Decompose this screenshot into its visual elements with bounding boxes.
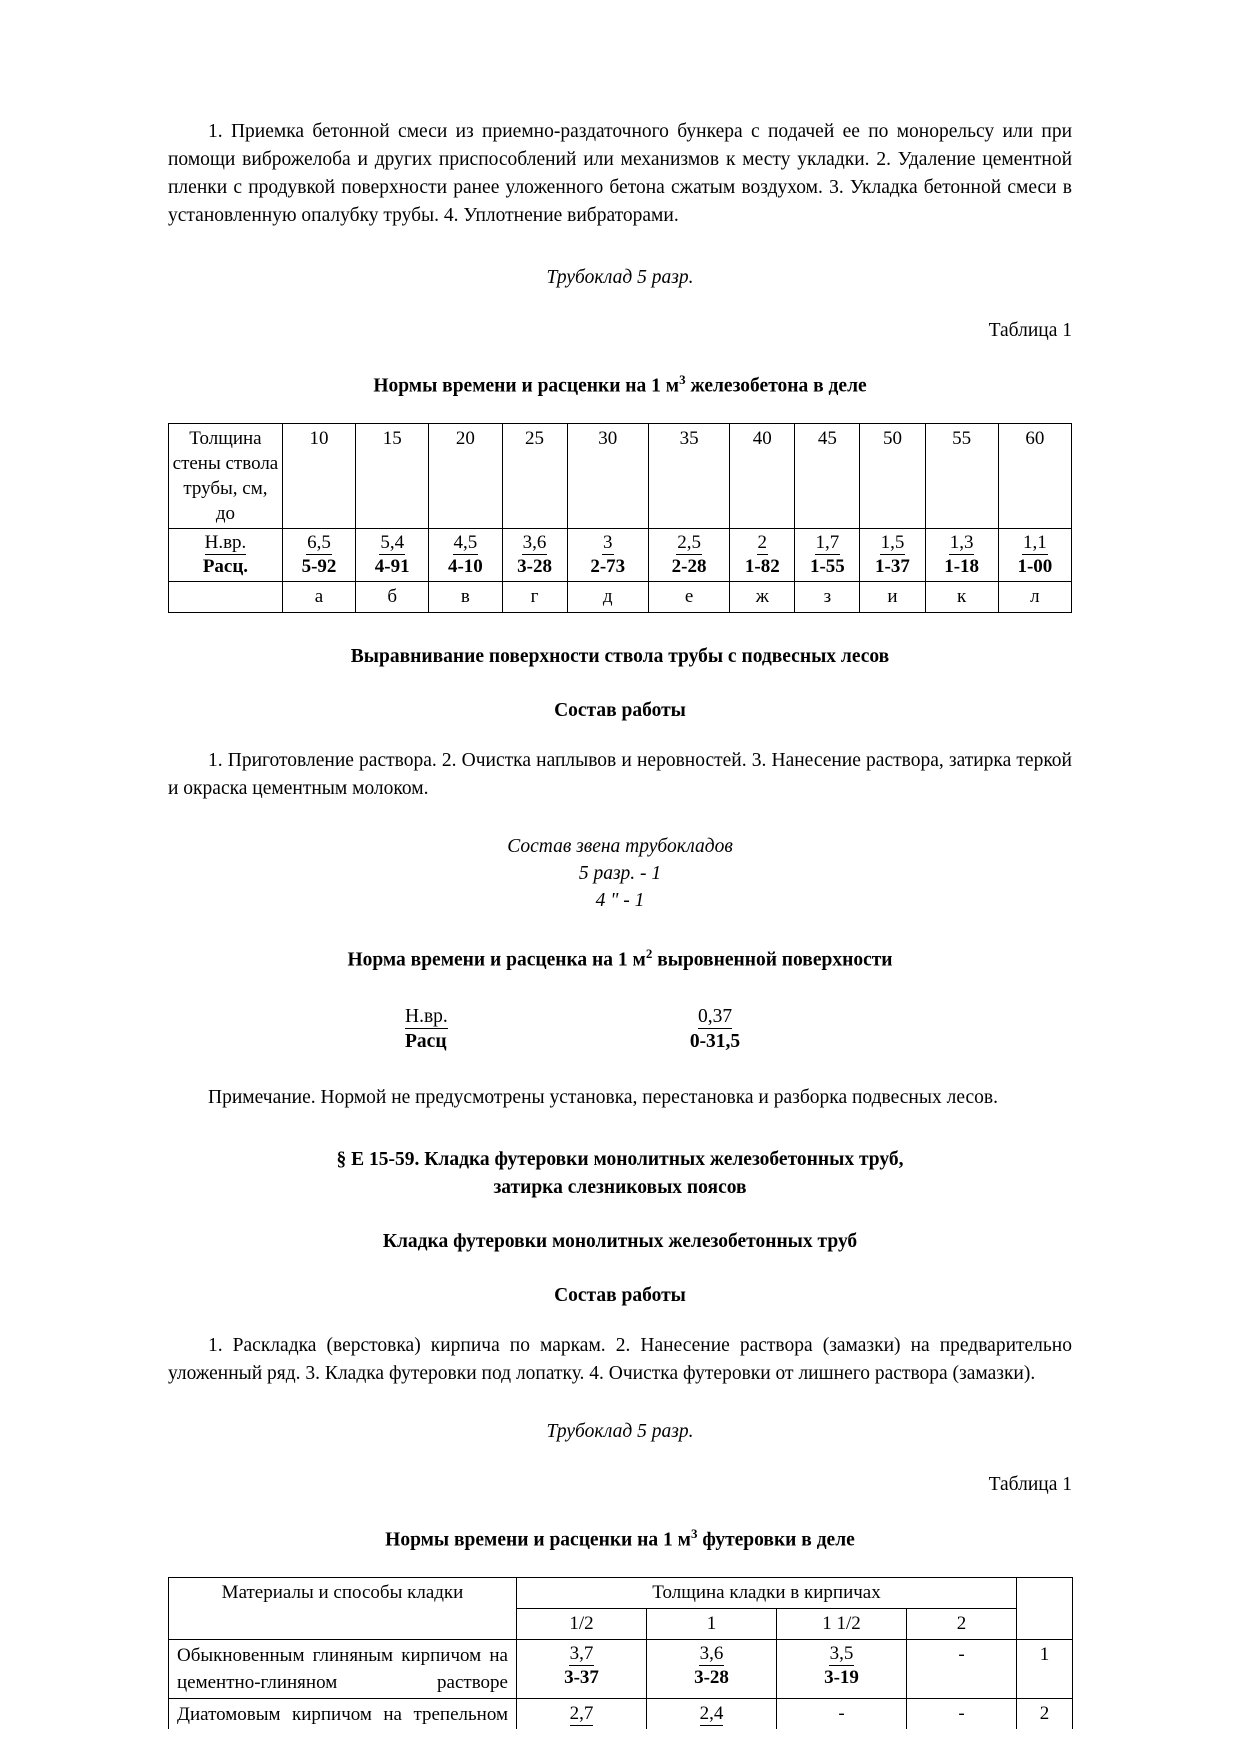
norm-value: 2,5: [677, 531, 701, 553]
table-row-thickness: [169, 423, 1072, 528]
row-header-thickness: Толщина стены ствола трубы, см, до: [169, 423, 283, 528]
subheader-thickness-2: 1 1/2: [777, 1608, 907, 1639]
cell-norm-rate-0: [282, 528, 355, 581]
cell-norm-rate-8: [860, 528, 925, 581]
table1-title: Нормы времени и расценки на 1 $м^3$ железобетона в деле: [373, 372, 867, 397]
cell-letter-4: д: [567, 581, 648, 612]
table-row-norms-rates: [169, 528, 1072, 581]
rate-value: 4-10: [447, 555, 483, 577]
subheader-thickness-1: 1: [647, 1608, 777, 1639]
table-row: [169, 1698, 1073, 1729]
norm-value: 6,5: [307, 531, 331, 553]
row-header-norm-rate: [169, 528, 283, 581]
norm-value: 1,7: [815, 531, 840, 553]
norm-row-top: [405, 1004, 835, 1029]
header-materials: Материалы и способы кладки: [169, 1577, 517, 1639]
cell-letter-6: ж: [730, 581, 795, 612]
norm-value: 1,3: [949, 531, 974, 553]
table-norms-lining: [168, 1577, 1073, 1729]
cell-thickness-8: 50: [860, 423, 925, 528]
norm-value: 1,5: [880, 531, 905, 553]
cell-norm-rate-2: [777, 1698, 907, 1729]
cell-thickness-1: 15: [356, 423, 429, 528]
table2-caption: Таблица 1: [988, 1474, 1072, 1495]
norm-value: 0,37: [697, 1006, 733, 1027]
lining-paragraph-heading-line-1: § Е 15-59. Кладка футеровки монолитных железобетонных труб,: [336, 1149, 904, 1170]
table-row-index-letters: [169, 581, 1072, 612]
label-rate: Расц: [405, 1031, 447, 1052]
cell-letter-3: г: [502, 581, 567, 612]
leveling-section-title: Выравнивание поверхности ствола трубы с подвесных лесов: [350, 645, 890, 667]
cell-empty: [169, 581, 283, 612]
leveling-note: Примечание. Нормой не предусмотрены установка, перестановка и разборка подвесных лесов.: [208, 1087, 998, 1108]
crew-line-2: 4 " - 1: [595, 889, 645, 911]
cell-norm-rate-9: [925, 528, 998, 581]
norm-value-cell: [595, 1004, 835, 1029]
rate-value: 1-55: [809, 555, 845, 577]
rate-value: 2-73: [590, 555, 626, 577]
norm-value: 3,5: [829, 1642, 854, 1664]
cell-norm-rate-3: [907, 1698, 1017, 1729]
intro-paragraph: 1. Приемка бетонной смеси из приемно-раздаточного бункера с подачей ее по монорельсу или при помощи виброжелоба и других приспособлений или механизмов к месту укладки. 2. Удаление цементной пленки с продувкой поверхности ранее уложенного бетона сжатым воздухом. 3. Укладка бетонной смеси в установленную опалубку трубы. 4. Уплотнение вибраторами.: [168, 121, 1072, 226]
label-norm-time-cell: [405, 1004, 595, 1029]
rate-value: 3-37: [564, 1666, 599, 1688]
cell-norm-rate-3: [502, 528, 567, 581]
cell-norm-rate-0: [517, 1639, 647, 1698]
label-norm-time: Н.вр.: [204, 531, 247, 553]
norm-value: -: [838, 1702, 845, 1724]
lining-subtitle: Кладка футеровки монолитных железобетонных труб: [382, 1231, 858, 1252]
rate-value: 1-00: [1017, 555, 1053, 577]
crew-heading: Состав звена трубокладов: [507, 835, 733, 857]
norm-value: 4,5: [453, 531, 478, 553]
cell-letter-9: к: [925, 581, 998, 612]
cell-material: [169, 1698, 517, 1729]
table-norms-concrete: [168, 423, 1072, 613]
cell-norm-rate-0: [517, 1698, 647, 1729]
rate-value: 3-19: [824, 1666, 859, 1688]
cell-thickness-10: 60: [998, 423, 1071, 528]
cell-letter-2: в: [429, 581, 502, 612]
rate-value: 5-92: [301, 555, 337, 577]
norm-value: 3: [603, 531, 613, 553]
cell-norm-rate-10: [998, 528, 1071, 581]
cell-norm-rate-7: [795, 528, 860, 581]
worker-line-1: Трубоклад 5 разр.: [546, 267, 694, 288]
header-index: [1017, 1577, 1073, 1639]
cell-letter-8: и: [860, 581, 925, 612]
label-norm-time: Н.вр.: [405, 1006, 448, 1027]
norm-value: 1,1: [1022, 531, 1047, 553]
table1-caption: Таблица 1: [988, 320, 1072, 341]
norm-value: 3,6: [699, 1642, 724, 1664]
cell-thickness-2: 20: [429, 423, 502, 528]
cell-norm-rate-1: [356, 528, 429, 581]
rate-value: 2-28: [671, 555, 707, 577]
cell-norm-rate-3: -: [907, 1639, 1017, 1698]
rate-value: 3-28: [694, 1666, 729, 1688]
crew-line-1: 5 разр. - 1: [578, 862, 662, 884]
cell-letter-10: л: [998, 581, 1071, 612]
cell-norm-rate-1: [647, 1698, 777, 1729]
cell-thickness-4: 30: [567, 423, 648, 528]
cell-thickness-9: 55: [925, 423, 998, 528]
rate-value: 4-91: [374, 555, 410, 577]
subheader-thickness-0: 1/2: [517, 1608, 647, 1639]
index-value: 2: [1039, 1702, 1050, 1724]
table2-header-row: [169, 1577, 1073, 1608]
cell-material: Обыкновенным глиняным кирпичом на цементно-глиняном растворе: [169, 1639, 517, 1698]
cell-norm-rate-2: [777, 1639, 907, 1698]
cell-index: 1: [1017, 1639, 1073, 1698]
norm-value: -: [958, 1702, 965, 1724]
subheader-thickness-3: 2: [907, 1608, 1017, 1639]
lining-work-composition-text: 1. Раскладка (верстовка) кирпича по маркам. 2. Нанесение раствора (замазки) на предварительно уложенный ряд. 3. Кладка футеровки под лопатку. 4. Очистка футеровки от лишнего раствора (замазки).: [168, 1335, 1072, 1384]
cell-letter-5: е: [648, 581, 729, 612]
header-thickness-group: Толщина кладки в кирпичах: [517, 1577, 1017, 1608]
cell-thickness-3: 25: [502, 423, 567, 528]
worker-line-2: Трубоклад 5 разр.: [546, 1421, 694, 1442]
rate-value: 1-18: [944, 555, 980, 577]
leveling-norm-title: Норма времени и расценка на 1 $м^2$ выровненной поверхности: [347, 945, 893, 970]
norm-value: 5,4: [380, 531, 405, 553]
table2-title: Нормы времени и расценки на 1 $м^3$ футеровки в деле: [385, 1526, 855, 1551]
norm-value: 2: [757, 531, 768, 553]
cell-norm-rate-2: [429, 528, 502, 581]
cell-letter-1: б: [356, 581, 429, 612]
norm-row-bottom: [405, 1029, 835, 1054]
leveling-work-composition-text: 1. Приготовление раствора. 2. Очистка наплывов и неровностей. 3. Нанесение раствора, затирка теркой и окраска цементным молоком.: [168, 749, 1072, 799]
rate-value: 0-31,5: [689, 1031, 741, 1052]
cell-thickness-0: 10: [282, 423, 355, 528]
norm-value: 2,7: [569, 1702, 594, 1724]
cell-norm-rate-1: [647, 1639, 777, 1698]
leveling-work-composition-heading: Состав работы: [554, 699, 686, 721]
norm-value: 3,7: [569, 1642, 594, 1664]
material-text: Диатомовым кирпичом на трепельном: [177, 1703, 508, 1725]
leveling-norm-block: [405, 1004, 835, 1054]
cell-index: [1017, 1698, 1073, 1729]
rate-value: 1-37: [875, 555, 910, 577]
cell-thickness-5: 35: [648, 423, 729, 528]
rate-value: 1-82: [744, 555, 780, 577]
cell-norm-rate-4: [567, 528, 648, 581]
lining-paragraph-heading-line-2: затирка слезниковых поясов: [493, 1177, 747, 1198]
table-row: [169, 1639, 1073, 1698]
label-rate: Расц.: [202, 555, 249, 577]
rate-value: 3-28: [517, 555, 552, 577]
cell-thickness-6: 40: [730, 423, 795, 528]
cell-norm-rate-5: [648, 528, 729, 581]
lining-work-composition-heading: Состав работы: [554, 1285, 686, 1306]
norm-value: 3,6: [522, 531, 547, 553]
cell-thickness-7: 45: [795, 423, 860, 528]
norm-value: 2,4: [699, 1702, 724, 1724]
cell-letter-7: з: [795, 581, 860, 612]
cell-letter-0: а: [282, 581, 355, 612]
cell-norm-rate-6: [730, 528, 795, 581]
